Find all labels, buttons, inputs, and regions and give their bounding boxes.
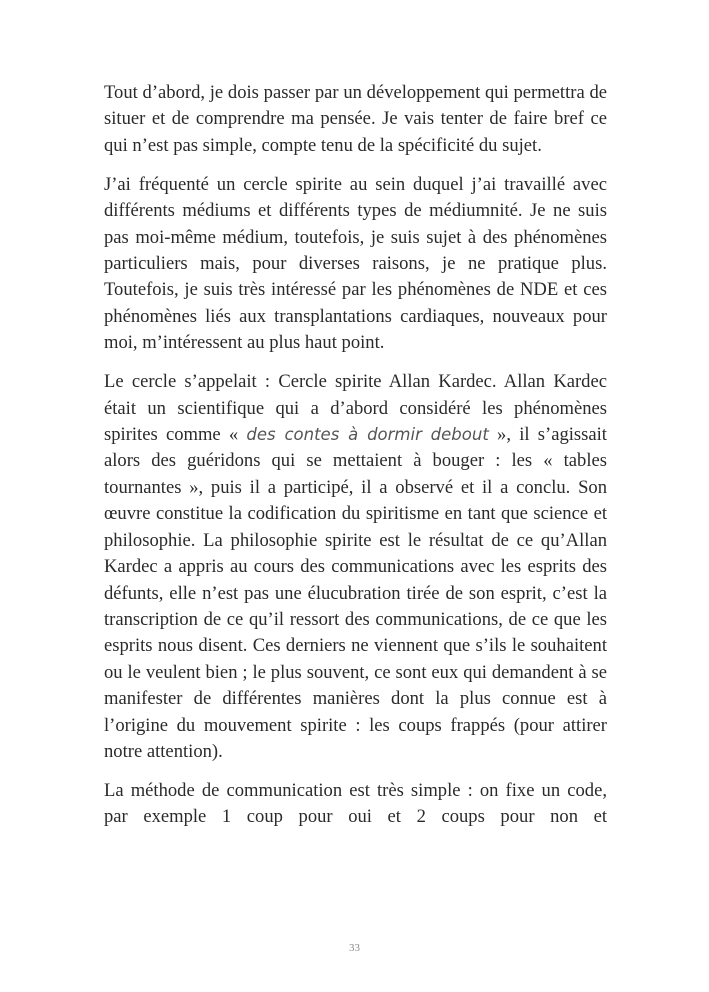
paragraph-allan-kardec-start: Le cercle s’appelait : Cercle spirite Allan Kardec. Allan Kardec était un scientifique qui a d’abord considéré les phénomènes spirites comme « [104,371,607,446]
paragraph-communication-method: La méthode de communication est très simple : on fixe un code, par exemple 1 coup pour oui et 2 coups pour non et [104,779,607,828]
italic-quote: des contes à dormir debout [246,425,489,445]
paragraph-allan-kardec-end: », il s’agissait alors des guéridons qui se mettaient à bouger : les « tables tournantes », puis il a participé, il a observé et il a conclu. Son œuvre constitue la codification du spiritisme en tant que science et philosophie. La philosophie spirite est le résultat de ce qu’Allan Kardec a appris au cours des communications avec les esprits des défunts, elle n’est pas une élucubration tirée de son esprit, c’est la transcription de ce qu’il ressort des communications, de ce que les esprits nous disent. Ces derniers ne viennent que s’ils le souhaitent ou le veulent bien ; le plus souvent, ce sont eux qui demandent à se manifester de différentes manières dont la plus connue est à l’origine du mouvement spirite : les coups frappés (pour attirer notre attention). [104,424,607,762]
paragraph-spirit-circle: J’ai fréquenté un cercle spirite au sein duquel j’ai travaillé avec différents médiums et différents types de médiumnité. Je ne suis pas moi-même médium, toutefois, je suis sujet à des phénomènes particuliers mais, pour diverses raisons, je ne pratique plus. Toutefois, je suis très intéressé par les phénomènes de NDE et ces phénomènes liés aux transplantations cardiaques, nouveaux pour moi, m’intéressent au plus haut point. [104,173,607,354]
paragraph-allan-kardec [104,369,607,765]
body-text [104,80,607,831]
page-number: 33 [349,942,360,954]
paragraph-introduction: Tout d’abord, je dois passer par un développement qui permettra de situer et de comprendre ma pensée. Je vais tenter de faire bref ce qui n’est pas simple, compte tenu de la spécificité du sujet. [104,82,607,156]
